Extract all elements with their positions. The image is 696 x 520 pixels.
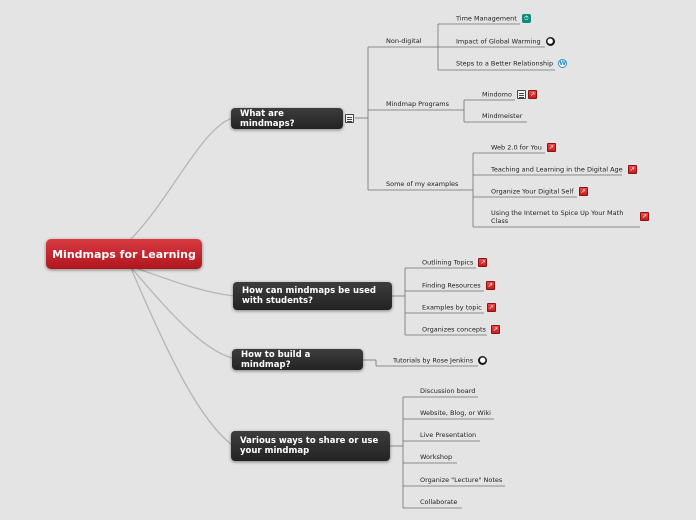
central-topic[interactable]: Mindmaps for Learning (46, 239, 202, 269)
leaf-time-management[interactable]: Time Management ⏱ (456, 14, 531, 23)
leaf-lecture-notes[interactable]: Organize "Lecture" Notes (420, 476, 503, 484)
leaf-outlining[interactable]: Outlining Topics ↗ (422, 258, 486, 267)
topic-how-used[interactable] (233, 282, 392, 310)
leaf-tutorials[interactable]: Tutorials by Rose Jenkins ● (393, 356, 486, 365)
leaf-website-blog-wiki[interactable]: Website, Blog, or Wiki (420, 409, 491, 417)
wordpress-icon[interactable]: W (559, 60, 566, 67)
link-icon[interactable]: ↗ (480, 259, 486, 266)
leaf-live-presentation[interactable]: Live Presentation (420, 431, 477, 439)
topic-share[interactable] (231, 431, 390, 461)
leaf-discussion-board[interactable]: Discussion board (420, 387, 476, 395)
leaf-mindomo[interactable]: Mindomo ↗ (482, 90, 536, 99)
link-icon[interactable]: ↗ (487, 282, 493, 289)
note-icon[interactable] (345, 114, 354, 123)
topic-what-are-mindmaps[interactable] (231, 108, 343, 129)
link-icon[interactable]: ↗ (641, 213, 648, 220)
link-icon[interactable]: ↗ (530, 91, 536, 98)
leaf-examples-topic[interactable]: Examples by topic ↗ (422, 303, 494, 312)
link-icon[interactable]: ↗ (488, 304, 494, 311)
link-icon[interactable]: ↗ (629, 166, 635, 173)
leaf-organizes-concepts[interactable]: Organizes concepts ↗ (422, 325, 498, 334)
timer-icon[interactable]: ⏱ (522, 14, 531, 23)
leaf-math-class[interactable]: Using the Internet to Spice Up Your Math Class (491, 209, 624, 225)
topic-label: Various ways to share or use your mindmap (240, 436, 379, 456)
leaf-web20[interactable]: Web 2.0 for You ↗ (491, 143, 554, 152)
topic-label: What are mindmaps? (240, 108, 295, 129)
leaf-finding-resources[interactable]: Finding Resources ↗ (422, 281, 493, 290)
globe-icon[interactable]: ● (479, 356, 486, 364)
leaf-teaching[interactable]: Teaching and Learning in the Digital Age ↗ (491, 165, 635, 174)
subtopic-mindmap-programs[interactable]: Mindmap Programs (386, 100, 449, 108)
note-icon[interactable] (517, 90, 526, 99)
leaf-mindmeister[interactable]: Mindmeister (482, 112, 523, 120)
leaf-global-warming[interactable]: Impact of Global Warming ● (456, 37, 554, 46)
leaf-digital-self[interactable]: Organize Your Digital Self ↗ (491, 187, 586, 196)
link-icon[interactable]: ↗ (548, 144, 554, 151)
globe-icon[interactable]: ● (547, 37, 554, 45)
leaf-workshop[interactable]: Workshop (420, 453, 453, 461)
link-icon[interactable]: ↗ (580, 188, 586, 195)
leaf-relationship[interactable]: Steps to a Better Relationship W (456, 59, 566, 68)
subtopic-non-digital[interactable]: Non-digital (386, 37, 422, 45)
topic-label: How to build a mindmap? (241, 349, 311, 370)
topic-how-to-build[interactable] (232, 349, 363, 370)
subtopic-examples[interactable]: Some of my examples (386, 180, 459, 188)
topic-label: How can mindmaps be used with students? (242, 286, 376, 306)
leaf-collaborate[interactable]: Collaborate (420, 498, 458, 506)
link-icon[interactable]: ↗ (492, 326, 498, 333)
